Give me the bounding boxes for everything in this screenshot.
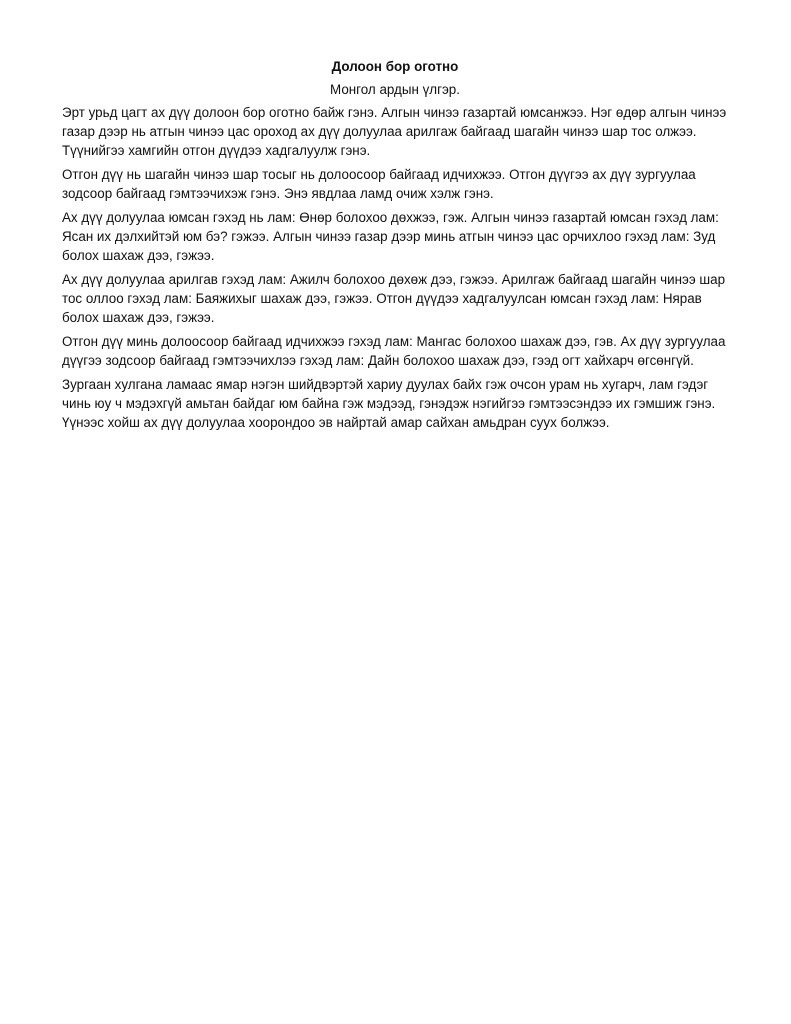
paragraph-1: Эрт урьд цагт ах дүү долоон бор оготно байж гэнэ. Алгын чинээ газартай юмсанжээ. Нэг өдөр алгын чинээ газар дээр нь атгын чинээ цас ороход ах дүү долуулаа арилгаж байгаад шагайн чинээ шар тос олжээ. Түүнийгээ хамгийн отгон дүүдээ хадгалуулж гэнэ. (62, 105, 727, 158)
document-body (62, 57, 728, 437)
paragraph-3: Ах дүү долуулаа юмсан гэхэд нь лам: Өнөр болохоо дөхжээ, гэж. Алгын чинээ газартай юмсан гэхэд лам: Ясан их дэлхийтэй юм бэ? гэжээ. Алгын чинээ газар дээр минь атгын чинээ цас орчихлоо гэхэд лам: Зуд болох шахаж дээ, гэжээ. (62, 210, 719, 263)
paragraph-4: Ах дүү долуулаа арилгав гэхэд лам: Ажилч болохоо дөхөж дээ, гэжээ. Арилгаж байгаад шагайн чинээ шар тос оллоо гэхэд лам: Баяжихыг шахаж дээ, гэжээ. Отгон дүүдээ хадгалуулсан юмсан гэхэд лам: Нярав болох шахаж дээ, гэжээ. (62, 272, 726, 325)
document-title: Долоон бор оготно (331, 59, 459, 74)
document-subtitle: Монгол ардын үлгэр. (330, 82, 460, 97)
paragraph-6: Зургаан хулгана ламаас ямар нэгэн шийдвэртэй хариу дуулах байх гэж очсон урам нь хугарч, лам гэдэг чинь юу ч мэдэхгүй амьтан байдаг юм байна гэж мэдээд, гэнэдэж нэгийгээ гэмтээсэндээ их гэмшиж гэнэ. Үүнээс хойш ах дүү долуулаа хоорондоо эв найртай амар сайхан амьдран суух болжээ. (62, 377, 716, 430)
paragraph-2: Отгон дүү нь шагайн чинээ шар тосыг нь долоосоор байгаад идчихжээ. Отгон дүүгээ ах дүү зургуулаа зодсоор байгаад гэмтээчихэж гэнэ. Энэ явдлаа ламд очиж хэлж гэнэ. (62, 167, 696, 201)
paragraph-5: Отгон дүү минь долоосоор байгаад идчихжээ гэхэд лам: Мангас болохоо шахаж дээ, гэв. Ах дүү зургуулаа дүүгээ зодсоор байгаад гэмтээчихлээ гэхэд лам: Дайн болохоо шахаж дээ, гээд огт хайхарч өгсөнгүй. (62, 334, 726, 368)
